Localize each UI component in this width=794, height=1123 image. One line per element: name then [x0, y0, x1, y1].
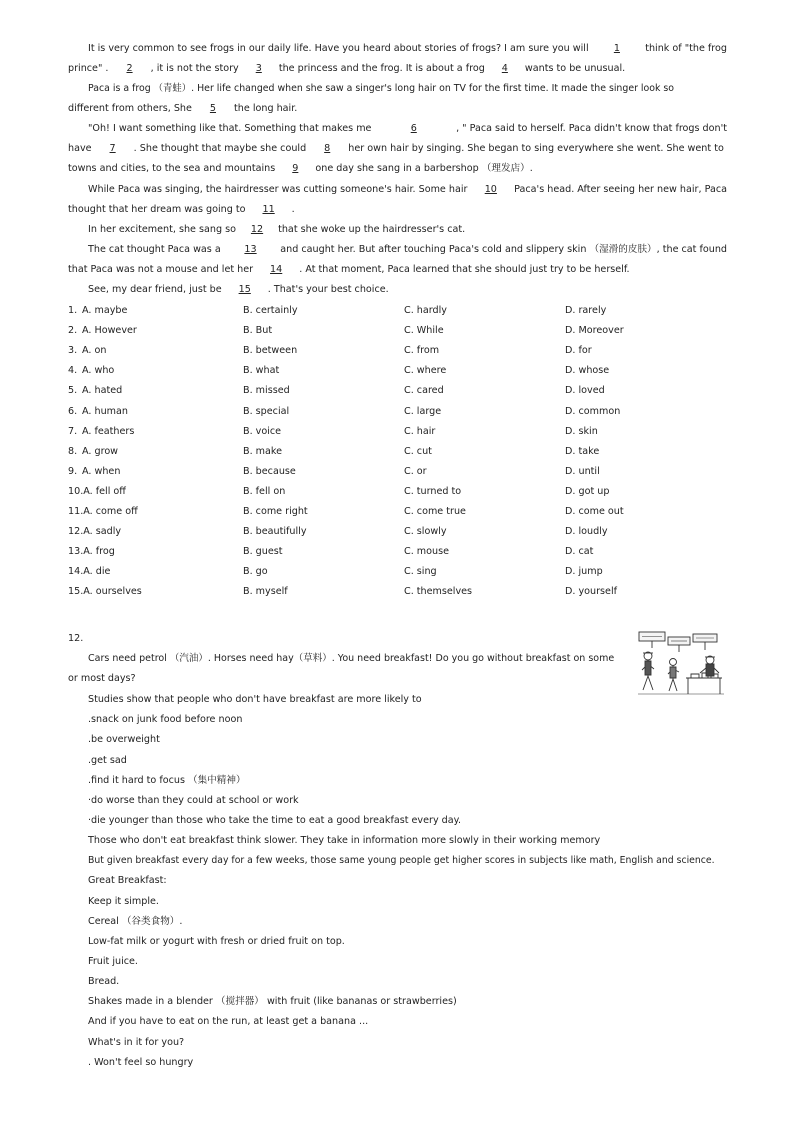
passage-text: The cat thought Paca was a — [88, 244, 221, 255]
option-2-d: D. Moreover — [565, 325, 624, 337]
option-5-c: C. cared — [404, 385, 444, 397]
article-line: Fruit juice. — [88, 956, 138, 967]
article-line: Bread. — [88, 976, 120, 988]
option-text: A. when — [82, 465, 121, 477]
article-line: Low-fat milk or yogurt with fresh or dried fruit on top. — [88, 935, 345, 947]
passage-line — [88, 43, 727, 55]
option-12-a — [68, 526, 121, 538]
article-line: And if you have to eat on the run, at least get a banana ... — [88, 1016, 369, 1028]
blank-15: 15 — [238, 284, 251, 295]
option-text: A. sadly — [83, 526, 122, 538]
option-number: 6. — [68, 405, 78, 417]
passage-text: think of "the frog — [645, 43, 727, 54]
option-number: 4. — [68, 365, 78, 377]
passage-text: Paca's head. After seeing her new hair, Paca — [514, 184, 727, 195]
blank-10: 10 — [484, 184, 497, 195]
option-text: A. ourselves — [83, 586, 142, 598]
article-line: .find it hard to focus （集中精神） — [88, 774, 246, 786]
option-3-b: B. between — [243, 345, 298, 357]
article-line: What's in it for you? — [88, 1036, 185, 1048]
option-number: 1. — [68, 305, 78, 316]
option-number: 9. — [68, 465, 78, 477]
option-text: A. hated — [82, 385, 123, 397]
option-11-c: C. come true — [404, 506, 466, 517]
blank-3: 3 — [255, 63, 262, 74]
passage-line — [68, 163, 533, 175]
option-number: 11. — [68, 506, 84, 517]
passage-text: . At that moment, Paca learned that she should just try to be herself. — [299, 264, 630, 275]
passage-text: prince" . — [68, 63, 109, 74]
option-9-c: C. or — [404, 465, 427, 477]
passage-text: "Oh! I want something like that. Something that makes me — [88, 123, 372, 134]
article-line: .snack on junk food before noon — [88, 714, 243, 726]
option-text: A. who — [82, 365, 115, 377]
passage-line — [68, 264, 630, 276]
option-5-d: D. loved — [565, 385, 605, 397]
blank-12: 12 — [250, 224, 264, 235]
option-number: 2. — [68, 325, 78, 337]
article-line: .be overweight — [88, 734, 160, 746]
option-10-c: C. turned to — [404, 485, 462, 497]
option-4-c: C. where — [404, 365, 447, 377]
option-14-c: C. sing — [404, 566, 437, 578]
article-line: ·die younger than those who take the time to eat a good breakfast every day. — [88, 814, 462, 826]
option-1-a — [68, 305, 127, 317]
option-number: 13. — [68, 546, 84, 558]
option-15-c: C. themselves — [404, 586, 473, 598]
article-line: . Won't feel so hungry — [88, 1056, 194, 1068]
option-15-d: D. yourself — [565, 586, 618, 598]
passage-text: . That's your best choice. — [267, 284, 389, 295]
option-15-b: B. myself — [243, 586, 288, 598]
option-12-d: D. loudly — [565, 526, 608, 538]
passage-text: See, my dear friend, just be — [88, 284, 222, 295]
passage-line — [68, 63, 625, 75]
option-14-a — [68, 566, 110, 578]
option-2-a — [68, 325, 137, 337]
intro-line: or most days? — [68, 673, 136, 684]
blank-6: 6 — [410, 123, 417, 134]
option-4-d: D. whose — [565, 365, 610, 377]
option-8-c: C. cut — [404, 445, 432, 457]
passage-text: have — [68, 143, 92, 154]
option-14-d: D. jump — [565, 566, 603, 578]
option-text: A. feathers — [82, 425, 135, 437]
option-text: A. However — [82, 325, 137, 337]
option-7-d: D. skin — [565, 425, 598, 437]
passage-text: In her excitement, she sang so — [88, 224, 236, 235]
option-text: A. human — [82, 405, 128, 417]
option-text: A. frog — [83, 546, 115, 558]
passage-text: It is very common to see frogs in our daily life. Have you heard about stories of frogs? I am sure you will — [88, 43, 589, 54]
option-text: A. die — [83, 566, 111, 578]
passage-text: her own hair by singing. She began to sing everywhere she went. She went to — [348, 143, 724, 154]
passage-text: the long hair. — [234, 103, 298, 114]
article-line: Studies show that people who don't have breakfast are more likely to — [88, 694, 422, 705]
option-text: A. grow — [82, 445, 119, 457]
passage-text: the princess and the frog. It is about a frog — [278, 63, 485, 74]
passage-text: , " Paca said to herself. Paca didn't know that frogs don't — [456, 123, 727, 134]
intro-line: Cars need petrol （汽油）. Horses need hay（草料）. You need breakfast! Do you go without breakfast on some — [88, 653, 615, 664]
option-7-b: B. voice — [243, 425, 282, 437]
blank-5: 5 — [209, 103, 217, 114]
passage-text: wants to be unusual. — [524, 63, 626, 74]
passage-line — [68, 204, 295, 216]
blank-11: 11 — [262, 204, 275, 215]
option-5-a — [68, 385, 122, 397]
option-13-c: C. mouse — [404, 546, 449, 558]
passage-line — [68, 143, 724, 155]
option-7-c: C. hair — [404, 425, 436, 437]
option-number: 5. — [68, 385, 78, 397]
option-13-d: D. cat — [565, 546, 594, 558]
blank-7: 7 — [109, 143, 116, 154]
option-number: 7. — [68, 425, 78, 437]
passage-text: . She thought that maybe she could — [133, 143, 307, 154]
option-10-a — [68, 486, 126, 498]
option-number: 3. — [68, 345, 78, 357]
passage-text: one day she sang in a barbershop （理发店）. — [315, 163, 533, 174]
option-1-c: C. hardly — [404, 305, 447, 316]
article-line: Keep it simple. — [88, 895, 159, 907]
option-3-d: D. for — [565, 345, 592, 357]
option-9-d: D. until — [565, 465, 600, 477]
option-6-b: B. special — [243, 405, 290, 417]
option-text: A. come off — [83, 506, 138, 517]
option-4-a — [68, 365, 114, 377]
passage-text: While Paca was singing, the hairdresser was cutting someone's hair. Some hair — [88, 184, 468, 195]
option-number: 8. — [68, 445, 78, 457]
passage-line — [88, 224, 465, 236]
passage-text: Paca is a frog （青蛙）. Her life changed when she saw a singer's long hair on TV for the first time. It made the singer look so — [88, 83, 675, 94]
blank-14: 14 — [270, 264, 283, 275]
option-11-d: D. come out — [565, 506, 624, 517]
passage-text: . — [291, 204, 295, 215]
option-1-b: B. certainly — [243, 305, 298, 316]
option-1-d: D. rarely — [565, 305, 607, 316]
question-number: 12. — [68, 633, 84, 644]
option-11-b: B. come right — [243, 506, 308, 517]
option-number: 14. — [68, 566, 84, 578]
passage-text: thought that her dream was going to — [68, 204, 246, 215]
option-12-c: C. slowly — [404, 526, 447, 538]
option-text: A. maybe — [82, 305, 128, 316]
option-8-d: D. take — [565, 445, 600, 457]
option-3-c: C. from — [404, 345, 440, 357]
option-2-c: C. While — [404, 325, 444, 337]
passage-line — [88, 184, 727, 196]
passage-text: towns and cities, to the sea and mountains — [68, 163, 276, 174]
article-line: .get sad — [88, 754, 127, 766]
blank-1: 1 — [613, 43, 620, 54]
option-9-b: B. because — [243, 465, 296, 477]
breakfast-cartoon-illustration — [636, 630, 726, 702]
passage-text: and caught her. But after touching Paca's cold and slippery skin （湿滑的皮肤）, the cat found — [280, 244, 727, 255]
option-8-b: B. make — [243, 445, 283, 457]
option-9-a — [68, 466, 120, 478]
option-8-a — [68, 446, 118, 458]
passage-text: different from others, She — [68, 103, 192, 114]
option-10-d: D. got up — [565, 485, 610, 497]
article-line: Great Breakfast: — [88, 875, 167, 887]
option-3-a — [68, 345, 106, 357]
article-line: Cereal （谷类食物）. — [88, 915, 183, 927]
passage-line — [68, 103, 297, 115]
option-number: 15. — [68, 586, 84, 598]
blank-2: 2 — [126, 63, 133, 74]
option-12-b: B. beautifully — [243, 526, 307, 538]
option-10-b: B. fell on — [243, 485, 286, 497]
passage-line — [88, 83, 727, 95]
blank-13: 13 — [244, 244, 257, 255]
option-11-a — [68, 506, 138, 518]
passage-text: that she woke up the hairdresser's cat. — [278, 224, 466, 235]
option-2-b: B. But — [243, 325, 273, 337]
option-5-b: B. missed — [243, 385, 290, 397]
option-4-b: B. what — [243, 365, 280, 377]
article-line: Those who don't eat breakfast think slower. They take in information more slowly in their working memory — [88, 835, 601, 846]
option-6-c: C. large — [404, 405, 442, 417]
option-13-a — [68, 546, 115, 558]
option-text: A. on — [82, 345, 107, 357]
option-6-a — [68, 406, 128, 418]
blank-8: 8 — [324, 143, 331, 154]
option-number: 10. — [68, 485, 84, 497]
article-line: Shakes made in a blender （搅拌器） with fruit (like bananas or strawberries) — [88, 996, 457, 1008]
option-14-b: B. go — [243, 566, 268, 578]
option-13-b: B. guest — [243, 546, 283, 558]
passage-text: , it is not the story — [150, 63, 239, 74]
passage-line — [88, 284, 389, 296]
option-6-d: D. common — [565, 405, 621, 417]
option-number: 12. — [68, 526, 84, 538]
blank-9: 9 — [292, 163, 299, 174]
article-line: But given breakfast every day for a few weeks, those same young people get higher scores in subjects like math, English and science. — [88, 855, 715, 867]
article-line: ·do worse than they could at school or work — [88, 794, 299, 806]
option-7-a — [68, 426, 134, 438]
blank-4: 4 — [501, 63, 508, 74]
option-15-a — [68, 586, 142, 598]
passage-text: that Paca was not a mouse and let her — [68, 264, 254, 275]
option-text: A. fell off — [83, 485, 126, 497]
passage-line — [88, 123, 727, 135]
passage-line — [88, 244, 727, 256]
